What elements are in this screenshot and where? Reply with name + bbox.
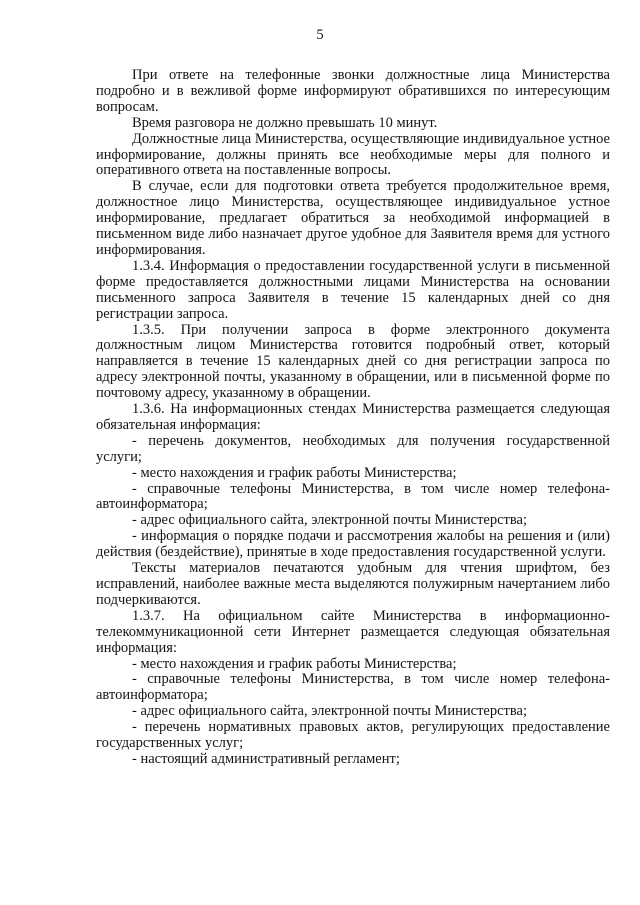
paragraph-1-3-6: 1.3.6. На информационных стендах Министерства размещается следующая обязательная информация: <box>96 401 610 433</box>
list-item: - информация о порядке подачи и рассмотрения жалобы на решения и (или) действия (бездействие), принятые в ходе предоставления государственной услуги. <box>96 528 610 561</box>
paragraph-phone-answer: При ответе на телефонные звонки должностные лица Министерства подробно и в вежливой форме информируют обратившихся по интересующим вопросам. <box>96 67 610 115</box>
paragraph-materials-font: Тексты материалов печатаются удобным для чтения шрифтом, без исправлений, наиболее важные места выделяются полужирным начертанием либо подчеркиваются. <box>96 560 610 608</box>
list-item: - адрес официального сайта, электронной почты Министерства; <box>132 703 527 720</box>
paragraph-call-duration: Время разговора не должно превышать 10 минут. <box>132 114 438 131</box>
list-item: - перечень документов, необходимых для получения государственной услуги; <box>96 432 610 465</box>
paragraph-1-3-4: 1.3.4. Информация о предоставлении государственной услуги в письменной форме предоставляется должностными лицами Министерства на основании письменного запроса Заявителя в течение 15 календарных дней со дня регистрации запроса. <box>96 257 610 322</box>
paragraph-1-3-5: 1.3.5. При получении запроса в форме электронного документа должностным лицом Министерства готовится подробный ответ, который направляется в течение 15 календарных дней со дня регистрации запроса по адресу электронной почты, указанному в обращении, или в письменной форме по почтовому адресу, указанному в обращении. <box>96 321 610 402</box>
list-item: - место нахождения и график работы Министерства; <box>132 655 457 672</box>
list-item: - справочные телефоны Министерства, в том числе номер телефона-автоинформатора; <box>96 480 610 513</box>
page-number: 5 <box>316 27 324 43</box>
paragraph-long-preparation: В случае, если для подготовки ответа требуется продолжительное время, должностное лицо Министерства, осуществляющее индивидуальное устное информирование, предлагает обратиться за необходимой информацией в письменном виде либо назначает другое удобное для Заявителя время для устного информирования. <box>96 178 610 258</box>
list-item: - настоящий административный регламент; <box>132 750 400 767</box>
list-item: - адрес официального сайта, электронной почты Министерства; <box>132 512 527 529</box>
document-body <box>96 68 610 768</box>
list-item: - справочные телефоны Министерства, в том числе номер телефона-автоинформатора; <box>96 671 610 704</box>
list-item: - перечень нормативных правовых актов, регулирующих предоставление государственных услуг; <box>96 719 610 752</box>
paragraph-1-3-7: 1.3.7. На официальном сайте Министерства в информационно-телекоммуникационной сети Интернет размещается следующая обязательная информация: <box>96 607 610 656</box>
list-item: - место нахождения и график работы Министерства; <box>132 464 457 481</box>
paragraph-officials-measures: Должностные лица Министерства, осуществляющие индивидуальное устное информирование, должны принять все необходимые меры для полного и оперативного ответа на поставленные вопросы. <box>96 130 610 179</box>
